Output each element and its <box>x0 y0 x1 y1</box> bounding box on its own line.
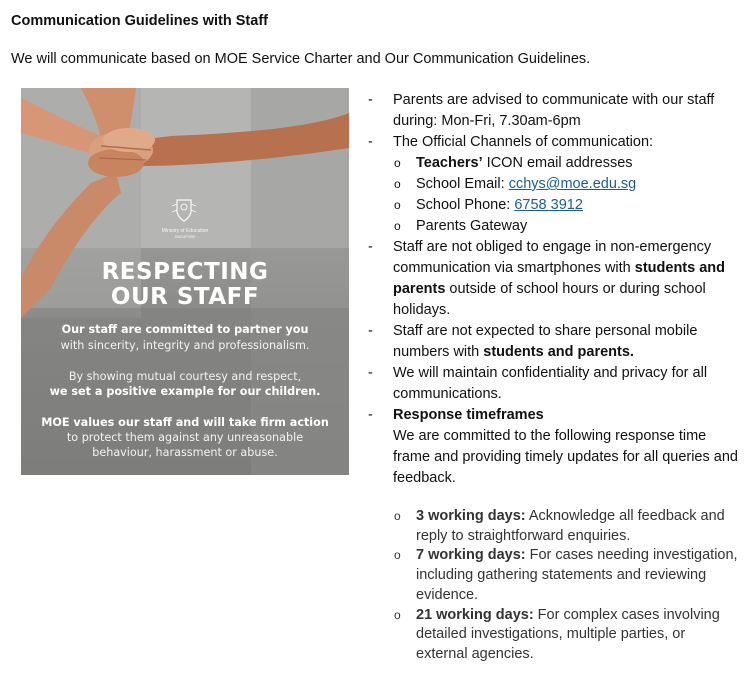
timeframe-3-days-text: Acknowledge all feedback and reply to straightforward enquiries. <box>416 508 725 544</box>
contact-hours-text: Parents are advised to communicate with our staff during: Mon-Fri, 7.30am-6pm <box>393 92 715 129</box>
list-item <box>368 363 738 405</box>
page-heading: Communication Guidelines with Staff <box>11 13 268 29</box>
list-item <box>368 90 738 132</box>
list-item <box>368 321 738 363</box>
school-email-label: School Email: <box>416 176 509 192</box>
response-timeframes-list <box>368 507 738 665</box>
timeframe-7-days: 7 working days: <box>416 547 526 564</box>
non-emergency-text: Staff are not obliged to engage in non-emergency communication via smartphones with <box>393 239 712 276</box>
poster-p2-line1: By showing mutual courtesy and respect, <box>68 370 302 383</box>
official-channels-text: The Official Channels of communication: <box>393 134 654 150</box>
teachers-label: Teachers’ <box>416 155 483 171</box>
circle-bullet: o <box>394 509 401 523</box>
ministry-country: SINGAPORE <box>174 235 196 239</box>
moe-crest-icon <box>168 196 200 224</box>
dash-bullet: - <box>368 323 373 339</box>
timeframe-3-days: 3 working days: <box>416 508 526 524</box>
response-timeframes-text: We are committed to the following response time frame and providing timely updates for all queries and feedback. <box>393 428 738 486</box>
sub-list-item <box>368 195 738 216</box>
sub-list-item <box>368 153 738 174</box>
poster-p3-line2: to protect them against any unreasonable <box>66 431 304 444</box>
intro-text: We will communicate based on MOE Service Charter and Our Communication Guidelines. <box>11 51 591 67</box>
non-emergency-text-end: outside of school hours or during school holidays. <box>393 281 706 318</box>
students-parents-bold: students and parents. <box>483 344 634 360</box>
poster-p1-line2: with sincerity, integrity and professionalism. <box>60 339 310 352</box>
sub-list-item <box>368 546 738 605</box>
students-parents-bold: students and parents <box>393 260 726 297</box>
sub-list-item <box>368 606 738 665</box>
school-phone-link[interactable]: 6758 3912 <box>514 197 583 213</box>
parents-gateway-text: Parents Gateway <box>416 218 528 234</box>
sub-list-item <box>368 216 738 237</box>
school-phone-label: School Phone: <box>416 197 515 213</box>
poster-title <box>21 260 349 310</box>
ministry-label <box>21 228 349 240</box>
poster-title-line1: RESPECTING <box>101 259 269 285</box>
dash-bullet: - <box>368 365 373 381</box>
poster-p3-line1: MOE values our staff and will take firm action <box>41 416 329 429</box>
list-item <box>368 405 738 489</box>
poster-p2-line2: we set a positive example for our children. <box>49 385 321 398</box>
respecting-staff-poster <box>21 88 349 475</box>
icon-email-text: ICON email addresses <box>482 155 633 171</box>
dash-bullet: - <box>368 92 373 108</box>
circle-bullet: o <box>394 219 401 233</box>
poster-p3-line3: behaviour, harassment or abuse. <box>92 446 278 459</box>
circle-bullet: o <box>394 156 401 170</box>
dash-bullet: - <box>368 239 373 255</box>
sub-list-item <box>368 174 738 195</box>
circle-bullet: o <box>394 607 401 622</box>
response-timeframes-title: Response timeframes <box>393 407 544 423</box>
dash-bullet: - <box>368 407 373 423</box>
mobile-numbers-text: Staff are not expected to share personal mobile numbers with <box>393 323 698 360</box>
list-item <box>368 237 738 321</box>
circle-bullet: o <box>394 548 401 563</box>
poster-p1-line1: Our staff are committed to partner you <box>61 323 309 336</box>
poster-title-line2: OUR STAFF <box>110 284 260 310</box>
school-email-link[interactable]: cchys@moe.edu.sg <box>508 176 637 192</box>
timeframe-7-days-text: For cases needing investigation, including gathering statements and reviewing evidence. <box>416 547 738 603</box>
sub-list-item <box>368 507 738 546</box>
confidentiality-text: We will maintain confidentiality and privacy for all communications. <box>393 365 708 402</box>
list-item <box>368 132 738 153</box>
ministry-name: Ministry of Education <box>161 228 209 234</box>
circle-bullet: o <box>394 177 401 191</box>
guidelines-list <box>368 90 738 489</box>
timeframe-21-days-text: For complex cases involving detailed investigations, multiple parties, or external agencies. <box>416 606 720 662</box>
timeframe-21-days: 21 working days: <box>416 606 534 623</box>
circle-bullet: o <box>394 198 401 212</box>
dash-bullet: - <box>368 134 373 150</box>
